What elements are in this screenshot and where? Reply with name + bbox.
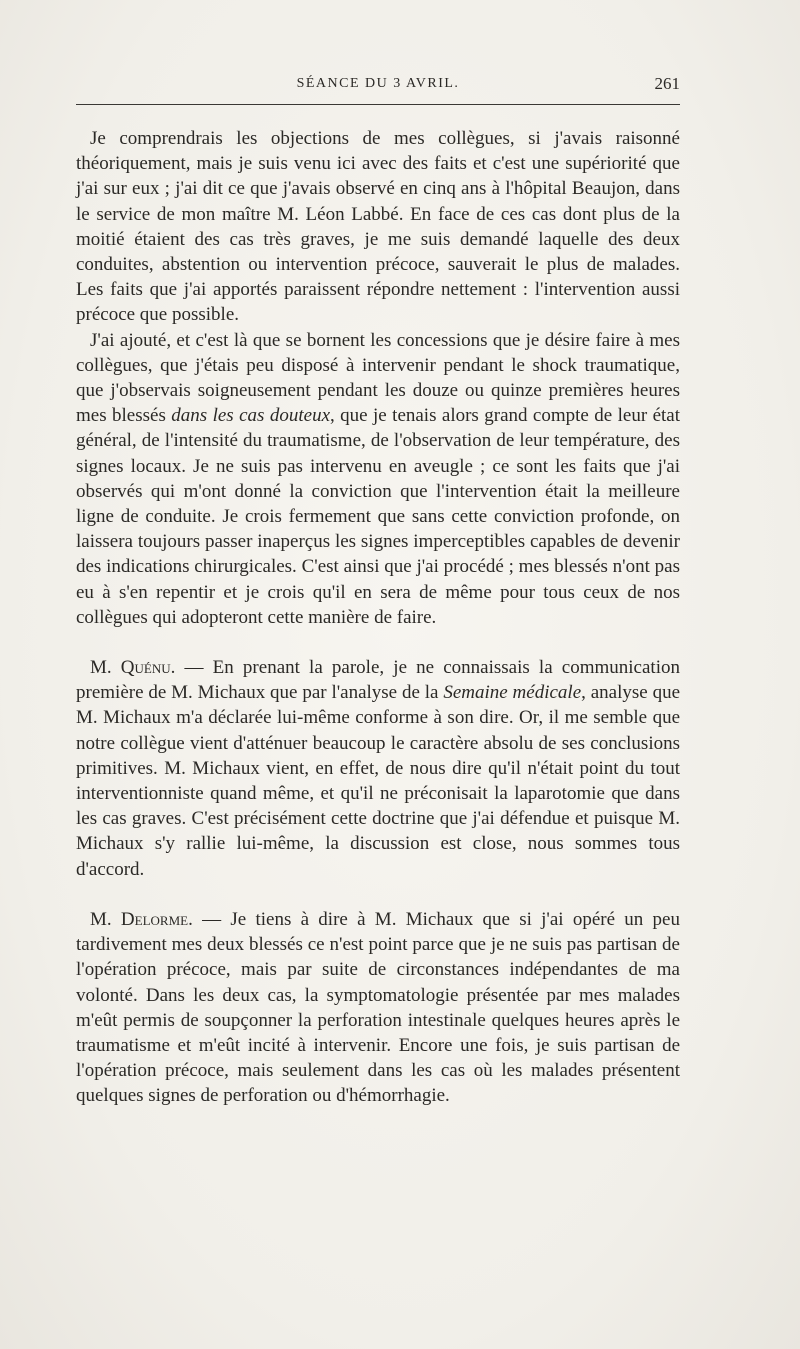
paragraph-text: J'ai ajouté, et c'est là que se bornent les concessions que je désire faire à mes collègues, que j'étais peu disposé à intervenir pendant le shock traumatique, que j'observais soigneusement pendant les douze ou quinze premières heures mes blessés bbox=[76, 329, 680, 427]
running-head: SÉANCE DU 3 AVRIL. bbox=[296, 76, 460, 91]
page-header bbox=[76, 76, 680, 98]
paragraph-quenu bbox=[76, 655, 680, 882]
paragraph-text: — En prenant la parole, je ne connaissais la communication première de M. Michaux que par l'analyse de la bbox=[76, 657, 680, 704]
italic-phrase: dans les cas douteux bbox=[171, 405, 331, 427]
paragraph-delorme bbox=[76, 907, 680, 1109]
speaker-name: M. Delorme. bbox=[90, 908, 193, 930]
paragraph-text: , analyse que M. Michaux m'a déclarée lui-même conforme à son dire. Or, il me semble que notre collègue vient d'atténuer beaucoup le caractère absolu de ses conclusions primitives. M. Michaux vient, en effet, de nous dire qu'il n'était point du tout interventionniste quand même, et qu'il ne préconisait la laparotomie que dans les cas graves. C'est précisément cette doctrine que j'ai défendue et puisque M. Michaux s'y rallie lui-même, la discussion est close, nous sommes tous d'accord. bbox=[76, 682, 681, 880]
paragraph bbox=[76, 328, 680, 630]
paragraph bbox=[76, 126, 680, 328]
paragraph-text: , que je tenais alors grand compte de leur état général, de l'intensité du traumatisme, de l'observation de leur température, des signes locaux. Je ne suis pas intervenu en aveugle ; ce sont les faits que j'ai observés qui m'ont donné la conviction que l'intervention était la meilleure ligne de conduite. Je crois fermement que sans cette conviction profonde, on laissera toujours passer inaperçus les signes imperceptibles capables de devenir des indications chirurgicales. C'est ainsi que j'ai procédé ; mes blessés n'ont pas eu à s'en repentir et je crois qu'il en sera de même pour tous ceux de nos collègues qui adopteront cette manière de faire. bbox=[76, 405, 680, 628]
page-number: 261 bbox=[654, 74, 680, 93]
italic-phrase: Semaine médicale bbox=[443, 682, 582, 704]
header-rule bbox=[76, 104, 680, 105]
body-text bbox=[76, 126, 680, 1109]
paragraph-text: — Je tiens à dire à M. Michaux que si j'ai opéré un peu tardivement mes deux blessés ce n'est point parce que je ne suis pas partisan de l'opération précoce, mais par suite de circonstances indépendantes de ma volonté. Dans les deux cas, la symptomatologie présentée par mes malades m'eût permis de soupçonner la perforation intestinale quelques heures après le traumatisme et m'eût incité à intervenir. Encore une fois, je suis partisan de l'opération précoce, mais seulement dans les cas où les malades présentent quelques signes de perforation ou d'hémorrhagie. bbox=[76, 908, 680, 1107]
paragraph-text: Je comprendrais les objections de mes collègues, si j'avais raisonné théoriquement, mais je suis venu ici avec des faits et c'est une supériorité que j'ai sur eux ; j'ai dit ce que j'avais observé en cinq ans à l'hôpital Beaujon, dans le service de mon maître M. Léon Labbé. En face de ces cas dont plus de la moitié étaient des cas très graves, je me suis demandé laquelle des deux conduites, abstention ou intervention précoce, sauverait le plus de malades. Les faits que j'ai apportés paraissent répondre nettement : l'intervention aussi précoce que possible. bbox=[76, 128, 680, 326]
speaker-name: M. Quénu. bbox=[90, 657, 176, 679]
